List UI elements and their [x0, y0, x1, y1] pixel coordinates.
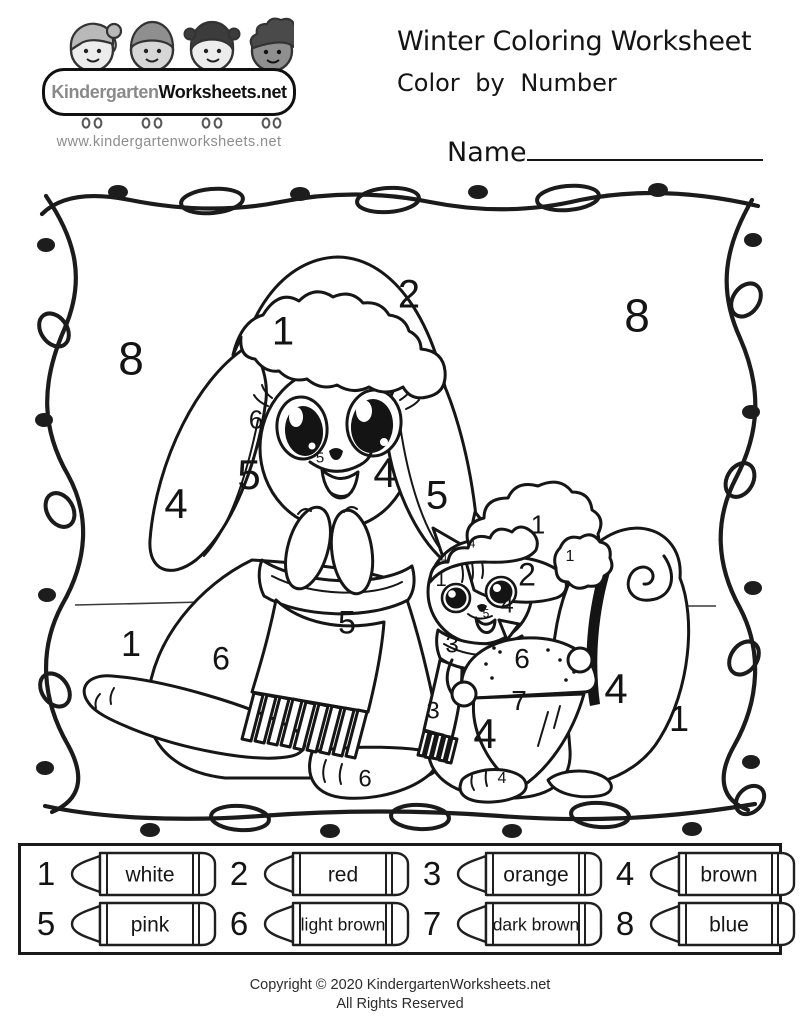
key-item-light-brown	[220, 899, 413, 949]
color-number: 1	[271, 309, 295, 354]
color-number: 4	[373, 449, 397, 497]
key-number: 7	[422, 905, 442, 942]
crayon-label: red	[327, 863, 359, 887]
crayon-label: orange	[503, 863, 569, 887]
key-item-white	[27, 849, 220, 899]
key-number: 2	[229, 855, 249, 892]
color-number: 5	[338, 604, 356, 641]
crayon-icon	[450, 850, 606, 898]
squirrel-front-foot	[460, 770, 526, 803]
copyright-line: Copyright © 2020 KindergartenWorksheets.net	[249, 977, 551, 993]
color-number: 4	[604, 665, 628, 713]
logo-brand-black: Worksheets.net	[158, 81, 287, 102]
color-number: 2	[397, 272, 421, 317]
color-number: 8	[624, 289, 650, 342]
squirrel-right-paw	[568, 648, 592, 672]
color-number: 6	[212, 640, 230, 677]
crayon-label: white	[125, 863, 175, 887]
color-number: 1	[668, 697, 690, 739]
color-number: 2	[518, 556, 536, 593]
squirrel-hat-pompom	[555, 535, 612, 588]
color-number: 4	[473, 710, 497, 758]
crayon-icon	[64, 850, 220, 898]
color-number: 4	[164, 480, 188, 528]
logo-url: www.kindergartenworksheets.net	[56, 134, 282, 150]
color-number: 5	[425, 473, 449, 518]
crayon-icon	[257, 850, 413, 898]
color-number: 6	[514, 643, 530, 675]
color-number: 4	[440, 551, 448, 566]
color-number: 7	[511, 685, 527, 717]
crayon-icon	[643, 850, 799, 898]
name-label: Name	[447, 137, 527, 168]
page-title: Winter Coloring Worksheet	[397, 26, 752, 57]
logo-brand-gray: Kindergarten	[51, 81, 159, 102]
color-number: 1	[435, 569, 447, 592]
key-number: 3	[422, 855, 442, 892]
color-number: 6	[358, 765, 372, 793]
key-number: 4	[615, 855, 635, 892]
crayon-label: light brown	[300, 914, 386, 935]
color-number: 3	[426, 697, 440, 725]
key-number: 5	[36, 905, 56, 942]
color-number: 4	[497, 769, 507, 787]
color-number: 1	[530, 509, 546, 540]
key-item-orange	[413, 849, 606, 899]
color-number: 8	[118, 332, 144, 385]
crayon-icon	[450, 900, 606, 948]
crayon-label: brown	[700, 863, 758, 887]
color-key	[18, 843, 782, 955]
color-number: 3	[445, 631, 459, 659]
key-item-red	[220, 849, 413, 899]
crayon-icon	[64, 900, 220, 948]
rights-line: All Rights Reserved	[336, 996, 464, 1012]
key-item-pink	[27, 899, 220, 949]
crayon-label: dark brown	[492, 914, 580, 935]
copyright-footer	[0, 976, 800, 1014]
key-number: 8	[615, 905, 635, 942]
color-key-grid	[21, 846, 779, 952]
crayon-icon	[643, 900, 799, 948]
color-number: 5	[315, 449, 325, 467]
color-number: 1	[120, 622, 142, 664]
key-number: 1	[36, 855, 56, 892]
crayon-icon	[257, 900, 413, 948]
color-number: 5	[482, 606, 490, 621]
color-number: 4	[500, 591, 514, 619]
key-item-dark-brown	[413, 899, 606, 949]
squirrel-left-paw	[452, 682, 476, 706]
crayon-label: pink	[130, 913, 170, 937]
color-number: 4	[468, 536, 476, 551]
color-number: 1	[565, 547, 575, 565]
key-item-brown	[606, 849, 799, 899]
key-item-blue	[606, 899, 799, 949]
squirrel-back-foot	[548, 771, 611, 797]
color-number: 5	[237, 451, 261, 499]
crayon-label: blue	[709, 913, 749, 937]
color-number: 6	[248, 404, 264, 435]
page-subtitle: Color by Number	[397, 69, 617, 97]
key-number: 6	[229, 905, 249, 942]
